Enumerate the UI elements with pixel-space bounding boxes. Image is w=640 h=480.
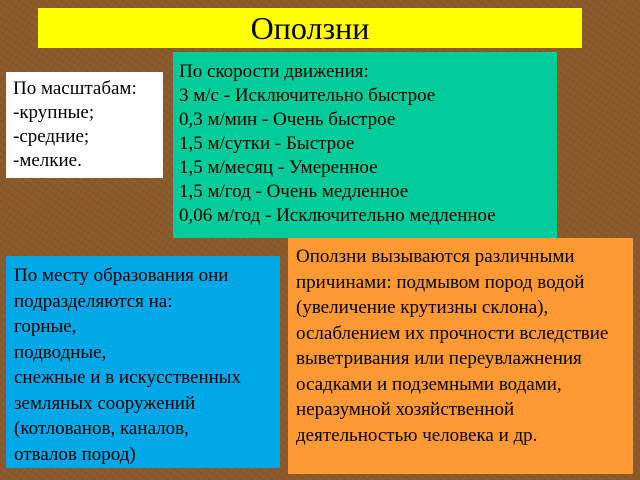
speed-classification-box	[173, 52, 557, 238]
page-title: Оползни	[38, 8, 582, 48]
place-classification-box	[6, 256, 280, 468]
speed-line: 1,5 м/месяц - Умеренное	[179, 157, 378, 178]
scale-item: -средние;	[13, 126, 90, 147]
speed-line: 0,3 м/мин - Очень быстрое	[179, 109, 396, 130]
place-line: По месту образования они	[14, 265, 229, 286]
speed-line: 0,06 м/год - Исключительно медленное	[179, 205, 496, 226]
speed-heading: По скорости движения:	[179, 61, 369, 82]
speed-line: 1,5 м/год - Очень медленное	[179, 181, 409, 202]
causes-text: Оползни вызываются различными причинами: подмывом пород водой (увеличение крутизны склона), ослаблением их прочности вследствие выветривания или переувлажнения осадками и подземными водами, неразумной хозяйственной деятельностью человека и др.	[296, 246, 609, 446]
scale-classification-box	[6, 72, 163, 178]
place-line: земляных сооружений	[14, 392, 196, 414]
scale-item: -мелкие.	[13, 150, 82, 171]
place-line: горные,	[14, 316, 77, 337]
place-line: (котлованов, каналов,	[14, 418, 189, 439]
speed-line: 3 м/с - Исключительно быстрое	[179, 85, 436, 106]
speed-line: 1,5 м/сутки - Быстрое	[179, 133, 355, 154]
place-line: отвалов пород)	[14, 443, 136, 465]
causes-box	[288, 238, 633, 474]
place-line: снежные и в искусственных	[14, 367, 242, 388]
place-line: подразделяются на:	[14, 290, 173, 312]
scale-item: -крупные;	[13, 102, 95, 123]
scale-heading: По масштабам:	[13, 78, 137, 99]
place-line: подводные,	[14, 341, 107, 363]
